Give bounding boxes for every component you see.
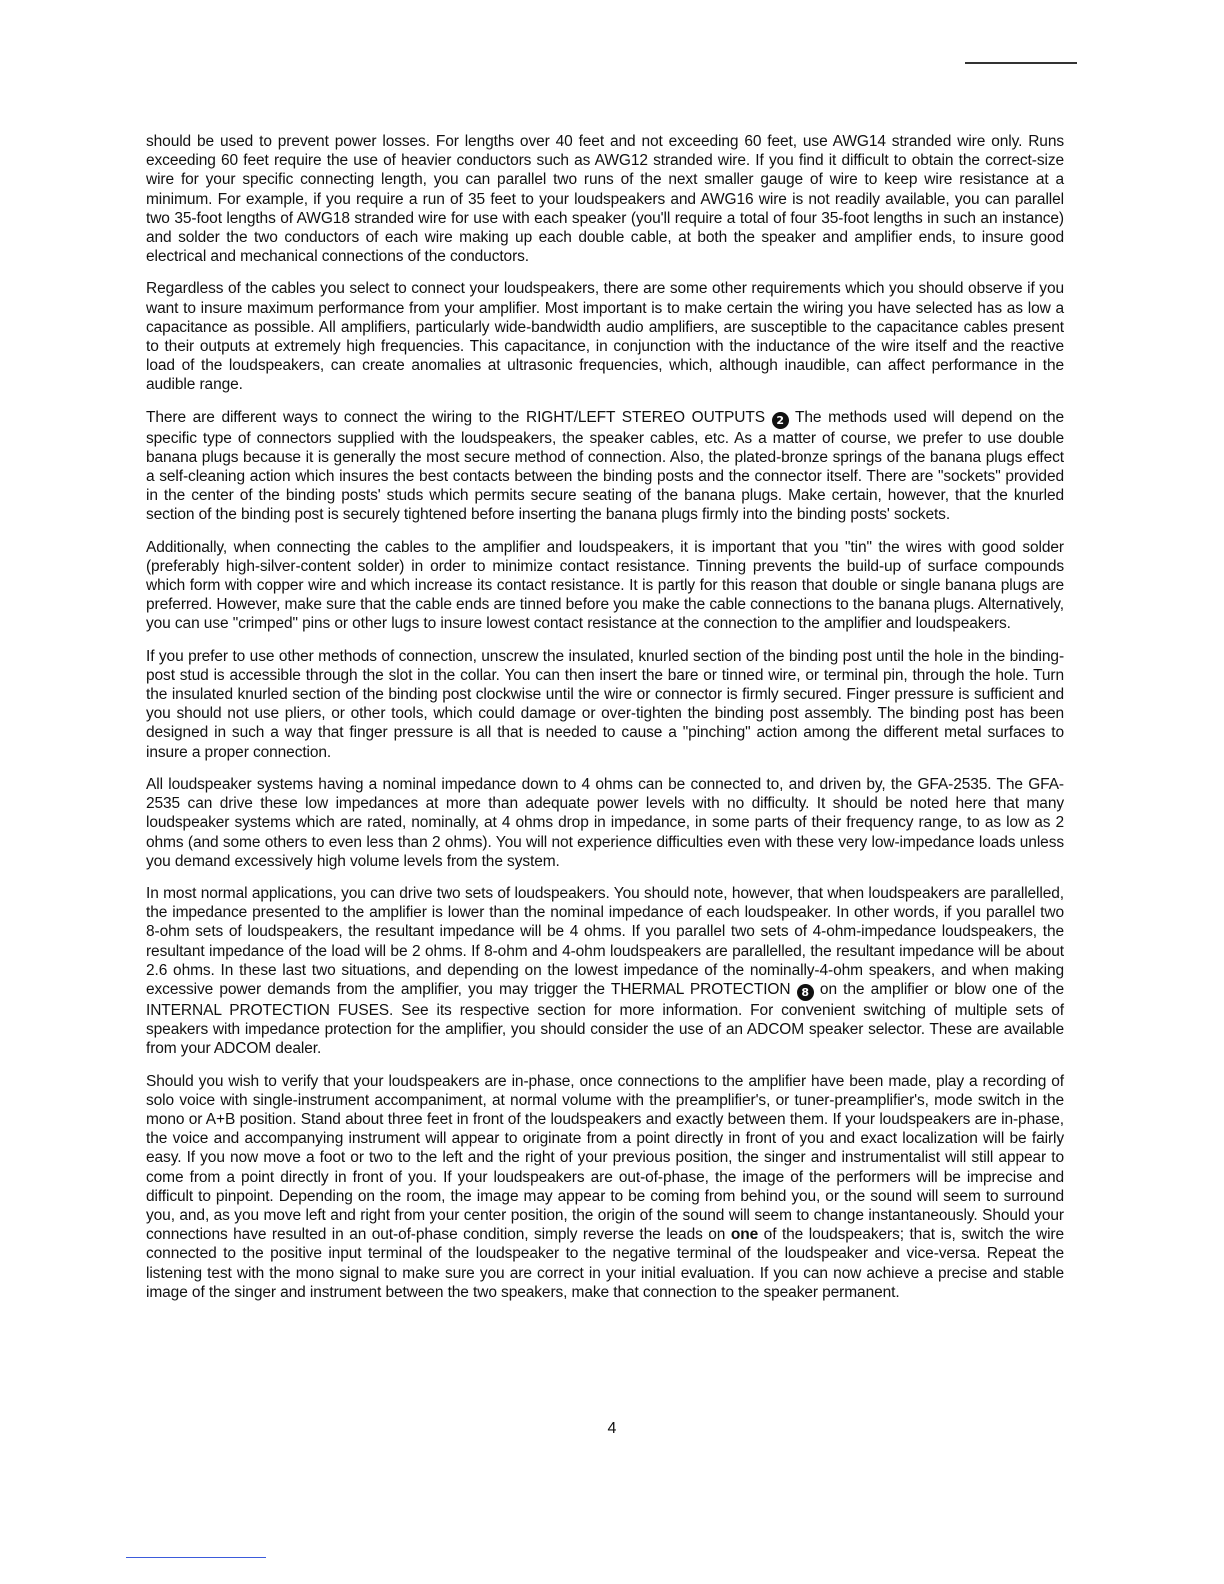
circled-number-8-icon: 8 bbox=[797, 984, 814, 1001]
paragraph-text: The methods used will depend on the specific type of connectors supplied with the loudspeakers, the speaker cables, etc. As a matter of course, we prefer to use double banana plugs because it is generally the most secure method of connection. Also, the plated-bronze springs of the banana plugs effect a self-cleaning action which insures the best contacts between the binding posts and the connector itself. There are "sockets" provided in the center of the binding posts' studs which permits secure seating of the banana plugs. Make certain, however, that the knurled section of the binding post is securely tightened before inserting the banana plugs firmly into the binding posts' sockets. bbox=[146, 408, 1064, 524]
paragraph-text: Should you wish to verify that your loudspeakers are in-phase, once connections to the amplifier have been made, play a recording of solo voice with single-instrument accompaniment, at normal volume with the preamplifier's, or tuner-preamplifier's, mode switch in the mono or A+B position. Stand about three feet in front of the loudspeakers and exactly between them. If your loudspeakers are in-phase, the voice and accompanying instrument will appear to originate from a point directly in front of you and exact localization will be fairly easy. If you now move a foot or two to the left and the right of your previous position, the singer and instrumentalist will still appear to come from a point directly in front of you. If your loudspeakers are out-of-phase, the image of the performers will be imprecise and difficult to pinpoint. Depending on the room, the image may appear to be coming from behind you, or the sound will seem to surround you, and, as you move left and right from your center position, the origin of the sound will seem to change instantaneously. Should your connections have resulted in an out-of-phase condition, simply reverse the leads on bbox=[146, 1072, 1064, 1244]
paragraph-wire-gauge: should be used to prevent power losses. For lengths over 40 feet and not exceeding 60 feet, use AWG14 stranded wire only. Runs exceeding 60 feet require the use of heavier conductors such as AWG12 stranded wire. If you find it difficult to obtain the correct-size wire for your specific connecting length, you can parallel two runs of the next smaller gauge of wire to keep wire resistance at a minimum. For example, if you require a run of 35 feet to your loudspeakers and AWG16 wire is not readily available, you can parallel two 35-foot lengths of AWG18 stranded wire for use with each speaker (you'll require a total of four 35-foot lengths in such an instance) and solder the two conductors of each wire making up each double cable, at both the speaker and amplifier ends, to insure good electrical and mechanical connections of the conductors. bbox=[146, 133, 1064, 266]
paragraph-text: of the loudspeakers; that is, switch the wire connected to the positive input terminal of the loudspeaker to the negative terminal of the loudspeaker and vice-versa. Repeat the listening test with the mono signal to make sure you are correct in your initial evaluation. If you can now achieve a precise and stable image of the singer and instrument between the two speakers, make that connection to the speaker permanent. bbox=[146, 1226, 1065, 1301]
paragraph-impedance: All loudspeaker systems having a nominal impedance down to 4 ohms can be connected to, and driven by, the GFA-2535. The GFA-2535 can drive these low impedances at more than adequate power levels with no difficulty. It should be noted here that many loudspeaker systems which are rated, nominally, at 4 ohms drop in impedance, in some parts of their frequency range, to as low as 2 ohms (and some others to even less than 2 ohms). You will not experience difficulties even with these very low-impedance loads unless you demand excessively high volume levels from the system. bbox=[146, 775, 1064, 870]
paragraph-parallel-speakers bbox=[146, 884, 1064, 1059]
top-rule bbox=[965, 62, 1077, 64]
paragraph-text: In most normal applications, you can drive two sets of loudspeakers. You should note, however, that when loudspeakers are parallelled, the impedance presented to the amplifier is lower than the nominal impedance of each loudspeaker. In other words, if you parallel two 8-ohm sets of loudspeakers, the resultant impedance will be 4 ohms. If you parallel two sets of 4-ohm-impedance loudspeakers, the resultant impedance of the load will be 2 ohms. If 8-ohm and 4-ohm loudspeakers are parallelled, the resultant impedance will be about 2.6 ohms. In these last two situations, and depending on the lowest impedance of the nominally-4-ohm speakers, and when making excessive power demands from the amplifier, you may trigger the THERMAL PROTECTION bbox=[146, 884, 1064, 998]
circled-number-2-icon: 2 bbox=[772, 412, 789, 429]
paragraph-binding-post: If you prefer to use other methods of connection, unscrew the insulated, knurled section of the binding post until the hole in the binding-post stud is accessible through the slot in the collar. You can then insert the bare or tinned wire, or terminal pin, through the hole. Turn the insulated knurled section of the binding post clockwise until the wire or connector is firmly secured. Finger pressure is sufficient and you should not use pliers, or other tools, which could damage or over-tighten the binding post assembly. The binding post has been designed in such a way that finger pressure is all that is needed to cause a "pinching" action among the different metal surfaces to insure a proper connection. bbox=[146, 647, 1064, 761]
bottom-rule bbox=[126, 1557, 266, 1558]
paragraph-capacitance: Regardless of the cables you select to connect your loudspeakers, there are some other requirements which you should observe if you want to insure maximum performance from your amplifier. Most important is to make certain the wiring you have selected has as low a capacitance as possible. All amplifiers, particularly wide-bandwidth audio amplifiers, are susceptible to the capacitance cables present to their outputs at extremely high frequencies. This capacitance, in conjunction with the inductance of the wire itself and the reactive load of the loudspeakers, can create anomalies at ultrasonic frequencies, which, although inaudible, can affect performance in the audible range. bbox=[146, 280, 1064, 394]
paragraph-tinning: Additionally, when connecting the cables to the amplifier and loudspeakers, it is important that you "tin" the wires with good solder (preferably high-silver-content solder) in order to minimize contact resistance. Tinning prevents the build-up of surface compounds which form with copper wire and which increase its contact resistance. It is partly for this reason that double or single banana plugs are preferred. However, make sure that the cable ends are tinned before you make the cable connections to the banana plugs. Alternatively, you can use "crimped" pins or other lugs to insure lowest contact resistance at the connection to the amplifier and loudspeakers. bbox=[146, 538, 1064, 633]
page-number: 4 bbox=[607, 1420, 617, 1437]
paragraph-text: on the amplifier or blow one of the INTERNAL PROTECTION FUSES. See its respective section for more information. For convenient switching of multiple sets of speakers with impedance protection for the amplifier, you should consider the use of an ADCOM speaker selector. These are available from your ADCOM dealer. bbox=[146, 980, 1064, 1058]
paragraph-phase-check bbox=[146, 1072, 1064, 1302]
paragraph-text: There are different ways to connect the wiring to the RIGHT/LEFT STEREO OUTPUTS bbox=[146, 408, 772, 426]
emphasis-one: one bbox=[730, 1226, 759, 1244]
body-text bbox=[146, 132, 1064, 1315]
paragraph-connection-methods bbox=[146, 408, 1064, 525]
